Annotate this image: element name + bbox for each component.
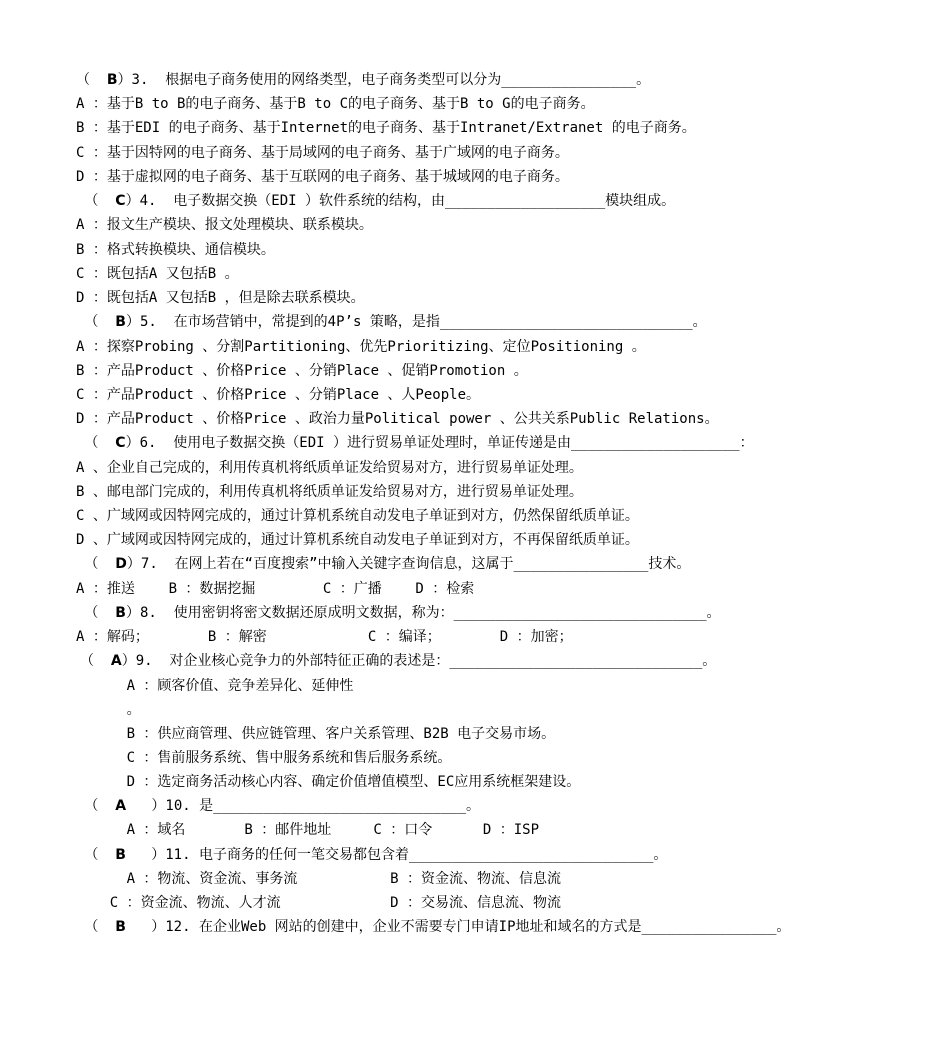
question-4-stem: （ C）4. 电子数据交换（EDI ）软件系统的结构，由___________________模块组成。 bbox=[76, 193, 676, 209]
question-6-option-c: C 、广域网或因特网完成的，通过计算机系统自动发电子单证到对方，仍然保留纸质单证。 bbox=[76, 508, 639, 524]
question-6-stem: （ C）6. 使用电子数据交换（EDI ）进行贸易单证处理时，单证传递是由____________________： bbox=[76, 435, 754, 451]
question-8-stem: （ B）8. 使用密钥将密文数据还原成明文数据，称为：______________________________。 bbox=[76, 605, 721, 621]
question-6-option-b: B 、邮电部门完成的，利用传真机将纸质单证发给贸易对方，进行贸易单证处理。 bbox=[76, 484, 583, 500]
question-9-option-a-cont: 。 bbox=[76, 702, 141, 718]
question-7-answer: D bbox=[115, 556, 127, 572]
question-11-stem: （ B ）11. 电子商务的任何一笔交易都包含着_____________________________。 bbox=[76, 847, 668, 863]
question-9-option-a: A ：顾客价值、竞争差异化、延伸性 bbox=[76, 678, 354, 694]
question-3-option-d: D ：基于虚拟网的电子商务、基于互联网的电子商务、基于城域网的电子商务。 bbox=[76, 169, 569, 185]
question-9-answer: A bbox=[110, 653, 122, 669]
question-4-option-b: B ：格式转换模块、通信模块。 bbox=[76, 242, 275, 258]
question-11-answer: B bbox=[115, 847, 126, 863]
question-5-option-d: D ：产品Product 、价格Price 、政治力量Political power 、公共关系Public Relations。 bbox=[76, 411, 719, 427]
question-10-options: A ：域名 B ：邮件地址 C ：口令 D ：ISP bbox=[76, 822, 540, 838]
question-3-stem: （ B）3. 根据电子商务使用的网络类型，电子商务类型可以分为________________。 bbox=[76, 72, 651, 88]
question-7-options: A ：推送 B ：数据挖掘 C ：广播 D ：检索 bbox=[76, 581, 475, 597]
question-12-stem: （ B ）12. 在企业Web 网站的创建中，企业不需要专门申请IP地址和域名的方式是________________。 bbox=[76, 919, 791, 935]
question-4-option-c: C ：既包括A 又包括B 。 bbox=[76, 266, 239, 282]
question-11-options-row1: A ：物流、资金流、事务流 B ：资金流、物流、信息流 bbox=[76, 871, 562, 887]
question-5-option-b: B ：产品Product 、价格Price 、分销Place 、促销Promotion 。 bbox=[76, 363, 528, 379]
question-5-stem: （ B）5. 在市场营销中，常提到的4P’s 策略，是指______________________________。 bbox=[76, 314, 707, 330]
question-3-option-a: A ：基于B to B的电子商务、基于B to C的电子商务、基于B to G的电子商务。 bbox=[76, 96, 595, 112]
question-11-options-row2: C ：资金流、物流、人才流 D ：交易流、信息流、物流 bbox=[76, 895, 562, 911]
question-4-option-d: D ：既包括A 又包括B ，但是除去联系模块。 bbox=[76, 290, 365, 306]
question-5-answer: B bbox=[115, 314, 126, 330]
question-9-stem: （ A）9. 对企业核心竞争力的外部特征正确的表述是：______________________________。 bbox=[80, 653, 717, 669]
question-9-option-b: B ：供应商管理、供应链管理、客户关系管理、B2B 电子交易市场。 bbox=[76, 726, 556, 742]
question-4-option-a: A ：报文生产模块、报文处理模块、联系模块。 bbox=[76, 217, 373, 233]
question-6-option-a: A 、企业自己完成的，利用传真机将纸质单证发给贸易对方，进行贸易单证处理。 bbox=[76, 460, 583, 476]
question-10-answer: A bbox=[115, 798, 127, 814]
question-8-answer: B bbox=[115, 605, 126, 621]
question-6-answer: C bbox=[115, 435, 126, 451]
question-3-option-b: B ：基于EDI 的电子商务、基于Internet的电子商务、基于Intranet/Extranet 的电子商务。 bbox=[76, 120, 696, 136]
question-8-options: A ：解码； B ：解密 C ：编译； D ：加密； bbox=[76, 629, 573, 645]
question-3-option-c: C ：基于因特网的电子商务、基于局域网的电子商务、基于广域网的电子商务。 bbox=[76, 145, 569, 161]
question-6-option-d: D 、广域网或因特网完成的，通过计算机系统自动发电子单证到对方，不再保留纸质单证。 bbox=[76, 532, 639, 548]
question-7-stem: （ D）7. 在网上若在“百度搜索”中输入关键字查询信息，这属于________________技术。 bbox=[76, 556, 691, 572]
question-10-stem: （ A ）10. 是______________________________。 bbox=[76, 798, 481, 814]
question-5-option-c: C ：产品Product 、价格Price 、分销Place 、人People。 bbox=[76, 387, 481, 403]
question-5-option-a: A ：探察Probing 、分割Partitioning、优先Prioritizing、定位Positioning 。 bbox=[76, 339, 646, 355]
question-9-option-c: C ：售前服务系统、售中服务系统和售后服务系统。 bbox=[76, 750, 452, 766]
question-9-option-d: D ：选定商务活动核心内容、确定价值增值模型、EC应用系统框架建设。 bbox=[76, 774, 581, 790]
question-3-answer: B bbox=[106, 72, 118, 88]
question-12-answer: B bbox=[115, 919, 126, 935]
question-4-answer: C bbox=[115, 193, 126, 209]
